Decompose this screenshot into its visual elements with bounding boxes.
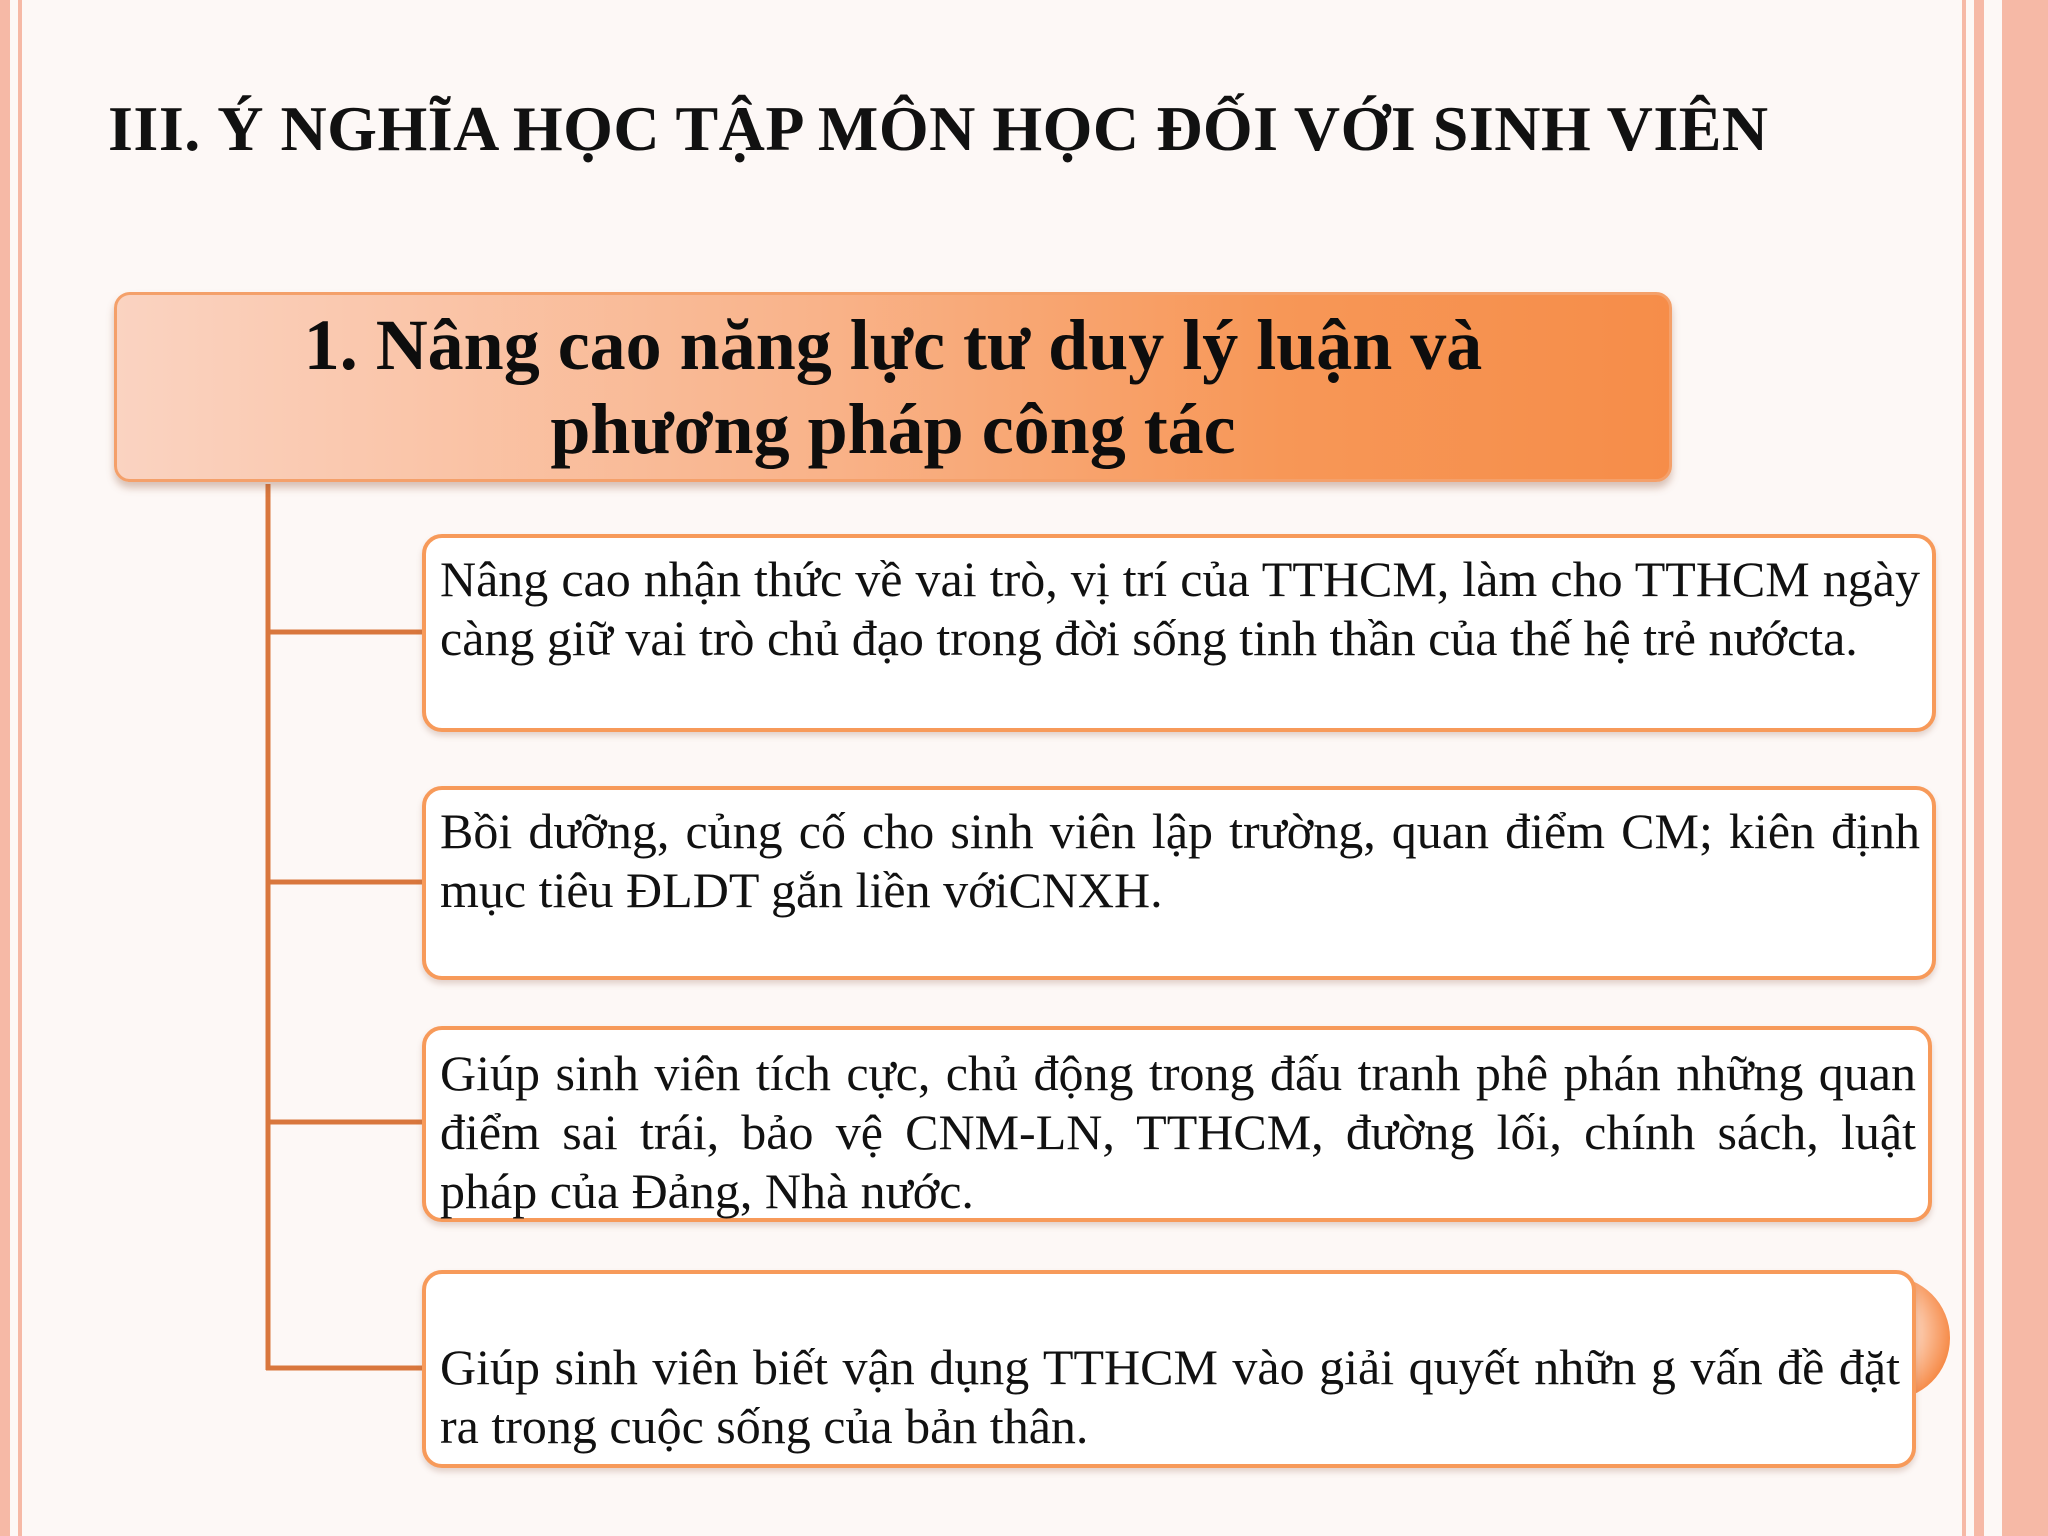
item-box-1	[422, 534, 1936, 732]
item-box-2	[422, 786, 1936, 980]
slide-title: III. Ý NGHĨA HỌC TẬP MÔN HỌC ĐỐI VỚI SINH VIÊN	[108, 93, 1769, 164]
item-text-1: Nâng cao nhận thức về vai trò, vị trí của TTHCM, làm cho TTHCM ngày càng giữ vai trò chủ đạo trong đời sống tinh thần của thế hệ trẻ nướcta.	[440, 551, 1920, 666]
item-text-2: Bồi dưỡng, củng cố cho sinh viên lập trường, quan điểm CM; kiên định mục tiêu ĐLDT gắn liền vớiCNXH.	[440, 803, 1920, 918]
header-text: 1. Nâng cao năng lực tư duy lý luận và phương pháp công tác	[303, 305, 1483, 469]
item-text-4: Giúp sinh viên biết vận dụng TTHCM vào giải quyết nhữn g vấn đề đặt ra trong cuộc sống của bản thân.	[440, 1339, 1900, 1454]
header-box	[114, 292, 1672, 482]
item-box-3	[422, 1026, 1932, 1222]
item-text-3: Giúp sinh viên tích cực, chủ động trong đấu tranh phê phán những quan điểm sai trái, bảo vệ CNM-LN, TTHCM, đường lối, chính sách, luật pháp của Đảng, Nhà nước.	[440, 1045, 1916, 1219]
item-box-4	[422, 1270, 1916, 1468]
